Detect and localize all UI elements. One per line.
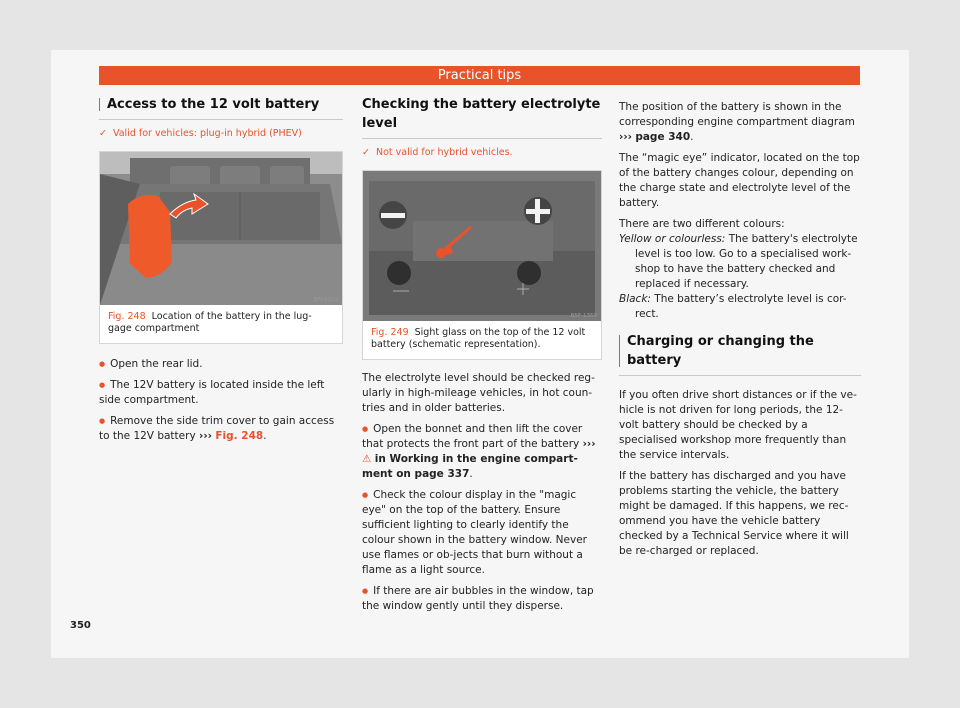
checkmark-icon: ✓ xyxy=(362,147,370,158)
paragraph-text: The position of the battery is shown in the corresponding engine compartment diagram xyxy=(619,101,855,128)
engine-compartment-link[interactable]: in Working in the engine compart-ment on page 337 xyxy=(362,453,578,480)
page-340-link[interactable]: page 340 xyxy=(635,131,691,143)
heading-access-battery: Access to the 12 volt battery xyxy=(99,95,343,120)
term-yellow: Yellow or colourless: xyxy=(619,233,726,245)
bullet-item: ● Open the rear lid. xyxy=(99,357,343,372)
paragraph-end: . xyxy=(690,131,694,143)
battery-image xyxy=(363,171,601,321)
figure-caption-text: Sight glass on the top of the 12 volt battery (schematic representation). xyxy=(371,327,586,350)
heading-charging: Charging or changing the battery xyxy=(619,332,861,376)
paragraph-battery-position xyxy=(619,100,861,145)
colour-definitions xyxy=(619,232,861,322)
paragraph-magic-eye: The “magic eye” indicator, located on the top of the battery changes colour, depending on the charge state and electrolyte level of the battery. xyxy=(619,152,860,209)
figure-caption xyxy=(363,321,601,359)
term-black: Black: xyxy=(619,293,651,305)
heading-electrolyte: Checking the battery electrolyte level xyxy=(362,95,602,139)
bullet-item xyxy=(362,422,602,482)
reference-arrows: ››› xyxy=(199,430,212,442)
definition-black xyxy=(619,292,861,322)
validity-note xyxy=(362,147,602,158)
bullet-item: ● Check the colour display in the "magic eye" on the top of the battery. Ensure sufficient lighting to clearly identify the colour shown in the battery window. Never use flames or ob-jects that burn without a flame as a light source. xyxy=(362,488,602,578)
paragraph-discharged: If the battery has discharged and you have problems starting the vehicle, the battery might be damaged. If this happens, we rec-ommend you have the vehicle battery checked by a Technical Service where it will be re-charged or replaced. xyxy=(619,470,849,557)
warning-icon: ⚠ xyxy=(362,453,372,465)
validity-text: Not valid for hybrid vehicles. xyxy=(375,147,513,158)
reference-arrows: ››› xyxy=(582,438,596,450)
bullet-item: ● The 12V battery is located inside the left side compartment. xyxy=(99,378,343,408)
battery-illustration xyxy=(363,171,601,321)
definition-yellow xyxy=(619,232,861,292)
section-header: Practical tips xyxy=(99,66,860,85)
bullet-item: ● If there are air bubbles in the window, tap the window gently until they disperse. xyxy=(362,584,602,614)
figure-248 xyxy=(99,151,343,344)
figure-249 xyxy=(362,170,602,360)
bullet-text: Open the bonnet and then lift the cover that protects the front part of the battery xyxy=(362,423,583,450)
figure-caption-text: Location of the battery in the lug-gage compartment xyxy=(108,311,312,334)
definition-text: The battery's electrolyte level is too low. Go to a specialised work-shop to have the battery checked and replaced if necessary. xyxy=(635,233,858,290)
reference-arrows: ››› xyxy=(619,131,632,143)
checkmark-icon: ✓ xyxy=(99,128,107,139)
validity-note xyxy=(99,128,343,139)
figure-number: Fig. 249 xyxy=(371,327,409,338)
definition-text: The battery’s electrolyte level is cor-rect. xyxy=(635,293,847,320)
bullet-end: . xyxy=(469,468,473,480)
luggage-compartment-image xyxy=(100,152,342,305)
intro-paragraph: The electrolyte level should be checked reg-ularly in high-mileage vehicles, in hot coun-tries and in older batteries. xyxy=(362,372,595,414)
bullet-text: Remove the side trim cover to gain access to the 12V battery xyxy=(99,415,335,442)
column-electrolyte xyxy=(362,95,602,620)
figure-code: B5F-1359 xyxy=(570,313,597,319)
column-battery-access xyxy=(99,95,343,450)
bullet-end: . xyxy=(263,430,267,442)
validity-text: Valid for vehicles: plug-in hybrid (PHEV) xyxy=(112,128,302,139)
figure-caption xyxy=(100,305,342,343)
trunk-illustration xyxy=(100,152,342,305)
paragraph-short-distances: If you often drive short distances or if the ve-hicle is not driven for long periods, the 12-volt battery should be checked by a specialised workshop more frequently than the service intervals. xyxy=(619,389,857,461)
column-magic-eye xyxy=(619,100,861,565)
paragraph-colours: There are two different colours: xyxy=(619,218,785,230)
figure-number: Fig. 248 xyxy=(108,311,146,322)
figure-code: BFJ-0222 xyxy=(313,297,338,303)
bullet-item xyxy=(99,414,343,444)
fig-248-link[interactable]: Fig. 248 xyxy=(215,430,264,442)
page-number: 350 xyxy=(70,620,91,631)
